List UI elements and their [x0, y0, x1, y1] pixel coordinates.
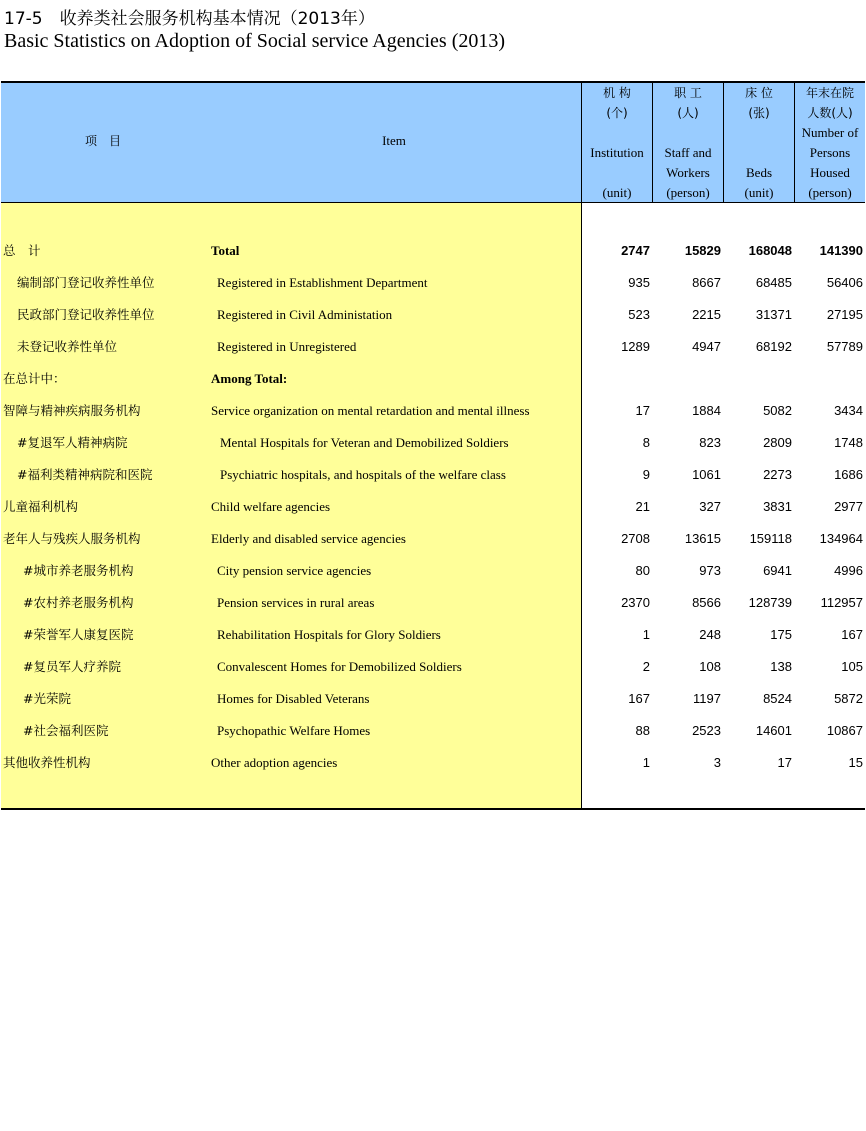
row-label-cn: 未登记收养性单位 — [17, 339, 118, 354]
cell-beds: 6941 — [763, 563, 792, 578]
cell-beds: 68192 — [755, 339, 792, 354]
header-housed-en1: Number of — [801, 125, 859, 140]
row-label-en: Registered in Civil Administation — [217, 307, 393, 322]
header-beds-cn: 床 位 — [745, 86, 773, 100]
cell-housed: 112957 — [820, 595, 863, 610]
cell-staff: 13615 — [684, 531, 721, 546]
cell-beds: 175 — [770, 627, 792, 642]
table-title-cn: 17-5 收养类社会服务机构基本情况（2013年） — [4, 9, 375, 29]
cell-institution: 1 — [642, 627, 650, 642]
table-row — [1, 267, 865, 299]
header-institution-en: Institution — [590, 145, 644, 160]
row-label-en: Rehabilitation Hospitals for Glory Soldiers — [217, 627, 441, 642]
cell-beds: 128739 — [748, 595, 792, 610]
row-label-cn: 总 计 — [3, 243, 41, 258]
cell-beds: 8524 — [763, 691, 792, 706]
row-label-en: Elderly and disabled service agencies — [211, 531, 406, 546]
cell-housed: 57789 — [826, 339, 863, 354]
table-title-en: Basic Statistics on Adoption of Social service Agencies (2013) — [4, 30, 506, 52]
row-label-en: Psychopathic Welfare Homes — [217, 723, 371, 738]
row-label-en: Pension services in rural areas — [217, 595, 375, 610]
cell-beds: 3831 — [763, 499, 792, 514]
table-row — [1, 459, 865, 491]
table-row — [1, 747, 865, 779]
cell-housed: 15 — [848, 755, 863, 770]
cell-staff: 2215 — [692, 307, 721, 322]
cell-institution: 1289 — [621, 339, 650, 354]
cell-staff: 4947 — [692, 339, 721, 354]
cell-beds: 159118 — [749, 531, 792, 546]
table-row — [1, 523, 865, 555]
cell-staff: 3 — [713, 755, 721, 770]
cell-housed: 5872 — [834, 691, 863, 706]
header-housed-cn1: 年末在院 — [805, 86, 854, 100]
row-label-cn: #复员军人疗养院 — [23, 659, 121, 674]
cell-housed: 56406 — [826, 275, 863, 290]
header-staff-en2: Workers — [666, 165, 710, 180]
cell-staff: 1197 — [693, 691, 721, 706]
cell-staff: 327 — [699, 499, 721, 514]
table-row — [1, 331, 865, 363]
header-item-cn: 项 目 — [84, 134, 121, 148]
cell-institution: 523 — [628, 307, 650, 322]
row-label-cn: #社会福利医院 — [23, 723, 109, 738]
cell-housed: 10867 — [826, 723, 863, 738]
cell-institution: 80 — [635, 563, 650, 578]
cell-housed: 3434 — [834, 403, 863, 418]
row-label-en: Among Total: — [211, 371, 288, 386]
header-housed-unit-en: (person) — [808, 185, 852, 200]
cell-housed: 4996 — [834, 563, 863, 578]
header-item-en: Item — [382, 133, 406, 148]
table-row — [1, 587, 865, 619]
cell-beds: 68485 — [755, 275, 792, 290]
header-beds-en: Beds — [746, 165, 772, 180]
cell-housed: 2977 — [834, 499, 863, 514]
row-label-en: Service organization on mental retardation and mental illness — [211, 403, 530, 418]
header-housed-cn2: 人数(人) — [807, 106, 853, 120]
cell-beds: 14601 — [755, 723, 792, 738]
cell-housed: 167 — [841, 627, 863, 642]
cell-institution: 21 — [635, 499, 650, 514]
table-row — [1, 299, 865, 331]
cell-beds: 2809 — [763, 435, 792, 450]
row-label-en: City pension service agencies — [217, 563, 372, 578]
header-staff-cn: 职 工 — [674, 86, 702, 100]
header-beds-unit-cn: (张) — [748, 106, 770, 120]
row-label-en: Mental Hospitals for Veteran and Demobilized Soldiers — [220, 435, 509, 450]
cell-staff: 973 — [699, 563, 721, 578]
cell-institution: 2 — [642, 659, 650, 674]
cell-staff: 2523 — [692, 723, 721, 738]
cell-staff: 108 — [699, 659, 721, 674]
row-label-cn: 儿童福利机构 — [3, 499, 79, 514]
cell-beds: 138 — [770, 659, 792, 674]
row-label-en: Homes for Disabled Veterans — [217, 691, 370, 706]
row-label-cn: #福利类精神病院和医院 — [17, 467, 153, 482]
cell-housed: 27195 — [826, 307, 863, 322]
table-row — [1, 235, 865, 267]
cell-beds: 31371 — [755, 307, 792, 322]
row-label-en: Psychiatric hospitals, and hospitals of the welfare class — [220, 467, 506, 482]
header-housed-en3: Housed — [810, 165, 850, 180]
cell-housed: 1748 — [834, 435, 863, 450]
row-label-en: Other adoption agencies — [211, 755, 338, 770]
row-label-cn: #光荣院 — [23, 691, 71, 706]
cell-institution: 2708 — [621, 531, 650, 546]
header-institution-unit-cn: (个) — [606, 106, 628, 120]
row-label-en: Child welfare agencies — [211, 499, 331, 514]
row-label-cn: #农村养老服务机构 — [23, 595, 134, 610]
cell-institution: 935 — [628, 275, 650, 290]
cell-housed: 141390 — [819, 243, 863, 258]
cell-beds: 5082 — [763, 403, 792, 418]
row-label-cn: 民政部门登记收养性单位 — [17, 307, 155, 322]
table-row — [1, 651, 865, 683]
row-label-cn: #复退军人精神病院 — [17, 435, 128, 450]
header-staff-en1: Staff and — [664, 145, 712, 160]
cell-staff: 8667 — [692, 275, 721, 290]
cell-staff: 1061 — [692, 467, 721, 482]
cell-housed: 105 — [841, 659, 863, 674]
cell-institution: 167 — [628, 691, 650, 706]
header-housed-en2: Persons — [809, 145, 851, 160]
row-label-cn: 智障与精神疾病服务机构 — [3, 403, 141, 418]
cell-institution: 8 — [642, 435, 650, 450]
cell-staff: 15829 — [684, 243, 721, 258]
cell-institution: 2370 — [621, 595, 650, 610]
row-label-cn: 其他收养性机构 — [3, 755, 91, 770]
cell-staff: 1884 — [692, 403, 721, 418]
table-row — [1, 619, 865, 651]
cell-staff: 248 — [699, 627, 721, 642]
header-staff-unit-cn: (人) — [677, 106, 699, 120]
table-row — [1, 427, 865, 459]
cell-institution: 2747 — [621, 243, 650, 258]
table-row — [1, 363, 865, 395]
cell-beds: 168048 — [748, 243, 792, 258]
cell-institution: 1 — [642, 755, 650, 770]
cell-staff: 823 — [699, 435, 721, 450]
row-label-cn: 在总计中： — [3, 371, 66, 386]
cell-institution: 17 — [635, 403, 650, 418]
table-row — [1, 683, 865, 715]
cell-housed: 1686 — [834, 467, 863, 482]
table-row — [1, 491, 865, 523]
header-institution-unit-en: (unit) — [602, 185, 632, 200]
row-label-en: Convalescent Homes for Demobilized Soldiers — [217, 659, 462, 674]
row-label-cn: 编制部门登记收养性单位 — [17, 275, 155, 290]
cell-housed: 134964 — [819, 531, 863, 546]
cell-staff: 8566 — [692, 595, 721, 610]
cell-beds: 17 — [777, 755, 792, 770]
row-label-en: Registered in Unregistered — [217, 339, 357, 354]
table-row — [1, 715, 865, 747]
table-row — [1, 555, 865, 587]
row-label-cn: #城市养老服务机构 — [23, 563, 134, 578]
table-row — [1, 395, 865, 427]
row-label-en: Registered in Establishment Department — [217, 275, 428, 290]
cell-institution: 9 — [642, 467, 650, 482]
row-label-cn: #荣誉军人康复医院 — [23, 627, 134, 642]
row-label-en: Total — [211, 243, 240, 258]
header-beds-unit-en: (unit) — [744, 185, 774, 200]
bottom-rule — [1, 808, 865, 810]
header-institution-cn: 机 构 — [603, 86, 631, 100]
header-staff-unit-en: (person) — [666, 185, 710, 200]
cell-beds: 2273 — [763, 467, 792, 482]
cell-institution: 88 — [635, 723, 650, 738]
row-label-cn: 老年人与残疾人服务机构 — [3, 531, 141, 546]
